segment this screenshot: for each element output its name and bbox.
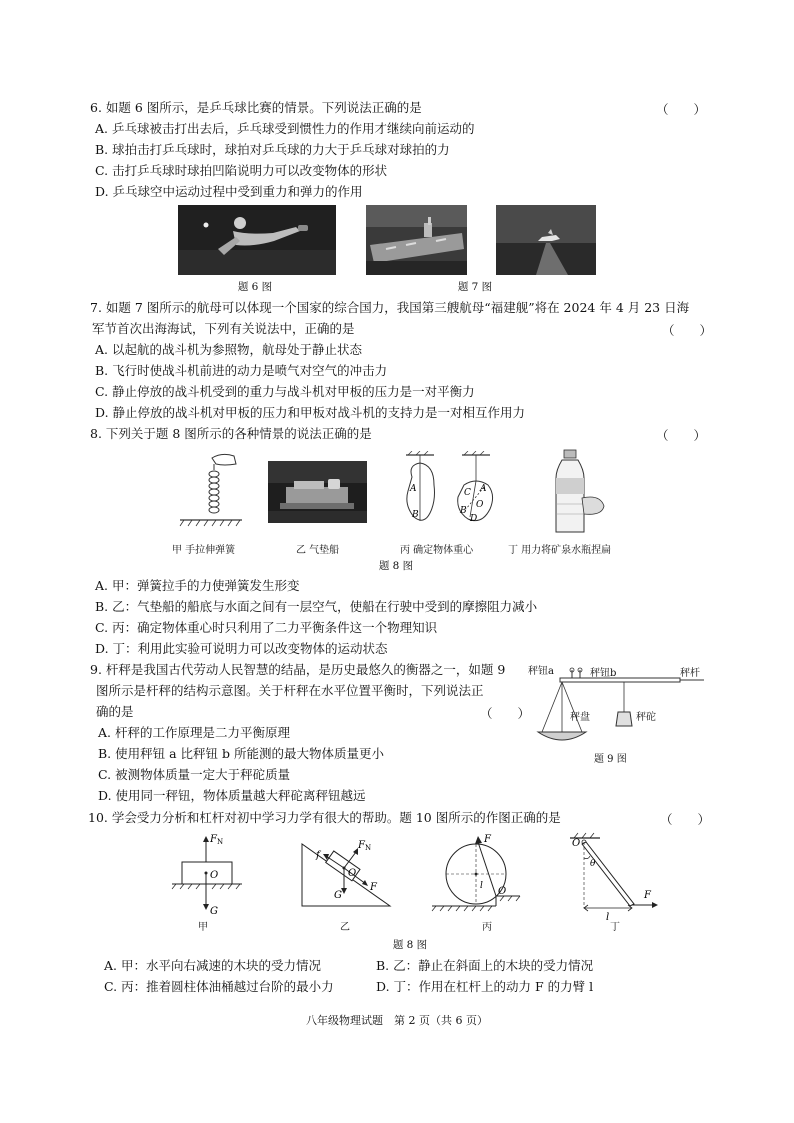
q7-option-b: B. 飞行时使战斗机前进的动力是喷气对空气的冲击力 (95, 363, 388, 378)
carrier-photo (366, 205, 467, 275)
normal-force-subscript: N (217, 838, 224, 846)
q9-stem-line2: 图所示是杆秤的结构示意图。关于杆秤在水平位置平衡时，下列说法正 (96, 683, 484, 698)
page-footer: 八年级物理试题 第 2 页（共 6 页） (306, 1014, 488, 1027)
button-a-label: 秤钮a (528, 666, 554, 677)
hovercraft-photo (268, 461, 367, 523)
point-o-label: O (476, 500, 484, 510)
fig9-caption: 题 9 图 (594, 754, 627, 765)
fig8-caption-jia: 甲 手拉伸弹簧 (172, 545, 236, 556)
q10-stem: 10. 学会受力分析和杠杆对初中学习力学有很大的帮助。题 10 图所示的作图正确的是 (88, 810, 561, 825)
center-of-gravity-drawing (398, 451, 506, 533)
point-a2-label: A (480, 484, 487, 494)
fig6-caption: 题 6 图 (237, 281, 273, 293)
q9-option-b: B. 使用秤钮 a 比秤钮 b 所能测的最大物体质量更小 (98, 746, 384, 761)
fig8-caption-yi: 乙 气垫船 (296, 545, 340, 556)
fig10-caption-bing: 丙 (482, 922, 492, 933)
q10-answer-paren: （ ） (660, 812, 711, 827)
q6-stem: 6. 如题 6 图所示，是乒乓球比赛的情景。下列说法正确的是 (90, 100, 422, 115)
normal-force-label: F (210, 834, 217, 845)
q8-answer-paren: （ ） (656, 428, 707, 443)
point-c-label: C (464, 488, 471, 498)
fighter-jet-photo (496, 205, 596, 275)
q9-stem-line1: 9. 杆秤是我国古代劳动人民智慧的结晶，是历史最悠久的衡器之一，如题 9 (90, 662, 506, 677)
q10-option-d: D. 丁：作用在杠杆上的动力 F 的力臂 l (376, 979, 594, 994)
q8-option-a: A. 甲：弹簧拉手的力使弹簧发生形变 (95, 578, 300, 593)
fig10-caption-jia: 甲 (198, 922, 208, 933)
q7-option-d: D. 静止停放的战斗机对甲板的压力和甲板对战斗机的支持力是一对相互作用力 (95, 405, 526, 420)
q7-option-c: C. 静止停放的战斗机受到的重力与战斗机对甲板的压力是一对平衡力 (95, 384, 475, 399)
incline-force-diagram (296, 834, 396, 924)
q7-stem-line1: 7. 如题 7 图所示的航母可以体现一个国家的综合国力，我国第三艘航母“福建舰”将在 2024 年 4 月 23 日海 (90, 300, 690, 315)
steelyard-rod-label: 秤杆 (680, 668, 700, 679)
q10-option-c: C. 丙：推着圆柱体油桶越过台阶的最小力 (104, 979, 334, 994)
lever-pivot-label: O (572, 838, 581, 849)
q6-option-a: A. 乒乓球被击打出去后，乒乓球受到惯性力的作用才继续向前运动的 (95, 121, 475, 136)
fig10-caption: 题 8 图 (392, 939, 428, 951)
q9-option-a: A. 杆秤的工作原理是二力平衡原理 (98, 725, 290, 740)
q7-answer-paren: （ ） (662, 323, 713, 338)
lever-force-label: F (644, 890, 651, 901)
q8-option-c: C. 丙：确定物体重心时只利用了二力平衡条件这一个物理知识 (95, 620, 438, 635)
incline-push-label: F (370, 882, 377, 893)
incline-normal-subscript: N (365, 844, 372, 852)
q6-answer-paren: （ ） (656, 102, 707, 117)
fig7-caption: 题 7 图 (457, 281, 493, 293)
spring-drawing (176, 450, 246, 530)
point-d-label: D (470, 514, 478, 524)
q6-option-d: D. 乒乓球空中运动过程中受到重力和弹力的作用 (95, 184, 363, 199)
incline-gravity-label: G (334, 890, 342, 901)
fig10-caption-yi: 乙 (340, 922, 350, 933)
q8-stem: 8. 下列关于题 8 图所示的各种情景的说法正确的是 (90, 426, 372, 441)
q9-stem-line3: 确的是 (96, 704, 134, 719)
fig10-caption-ding: 丁 (610, 922, 620, 933)
q7-option-a: A. 以起航的战斗机为参照物，航母处于静止状态 (95, 342, 362, 357)
incline-normal-label: F (358, 840, 365, 851)
friction-label: f (316, 850, 320, 861)
point-b2-label: B (460, 506, 467, 516)
gravity-label: G (210, 906, 218, 917)
q10-option-b: B. 乙：静止在斜面上的木块的受力情况 (376, 958, 594, 973)
step-corner-label: O (498, 886, 507, 897)
point-b-label: B (412, 510, 419, 520)
button-b-label: 秤钮b (590, 668, 617, 679)
cylinder-push-label: F (484, 834, 491, 845)
incline-center-label: O (348, 868, 357, 879)
lever-arm-label: l (606, 912, 610, 923)
q7-stem-line2: 军节首次出海海试，下列有关说法中，正确的是 (92, 321, 355, 336)
fig8-caption-ding: 丁 用力将矿泉水瓶捏扁 (508, 545, 612, 556)
fig8-caption-bing: 丙 确定物体重心 (400, 545, 474, 556)
q8-option-d: D. 丁：利用此实验可说明力可以改变物体的运动状态 (95, 641, 388, 656)
cylinder-arm-label: l (480, 881, 483, 891)
q9-option-c: C. 被测物体质量一定大于秤砣质量 (98, 767, 291, 782)
lever-angle-label: θ (590, 859, 596, 869)
q6-option-c: C. 击打乒乓球时球拍凹陷说明力可以改变物体的形状 (95, 163, 388, 178)
water-bottle-drawing (548, 448, 608, 536)
q10-option-a: A. 甲：水平向右减速的木块的受力情况 (104, 958, 321, 973)
lever-diagram (560, 832, 660, 924)
table-tennis-photo (178, 205, 336, 275)
block-center-label: O (210, 870, 219, 881)
fig8-caption: 题 8 图 (378, 560, 414, 572)
cylinder-step-diagram (430, 830, 522, 922)
block-force-diagram (166, 832, 246, 922)
steelyard-diagram (528, 662, 718, 772)
q6-option-b: B. 球拍击打乒乓球时，球拍对乒乓球的力大于乒乓球对球拍的力 (95, 142, 450, 157)
q9-option-d: D. 使用同一秤钮，物体质量越大秤砣离秤钮越远 (98, 788, 366, 803)
scale-pan-label: 秤盘 (570, 712, 590, 723)
steelyard-weight-label: 秤砣 (636, 712, 656, 723)
point-a-label: A (410, 484, 417, 494)
q8-option-b: B. 乙：气垫船的船底与水面之间有一层空气，使船在行驶中受到的摩擦阻力减小 (95, 599, 538, 614)
q9-answer-paren: （ ） (480, 706, 531, 721)
